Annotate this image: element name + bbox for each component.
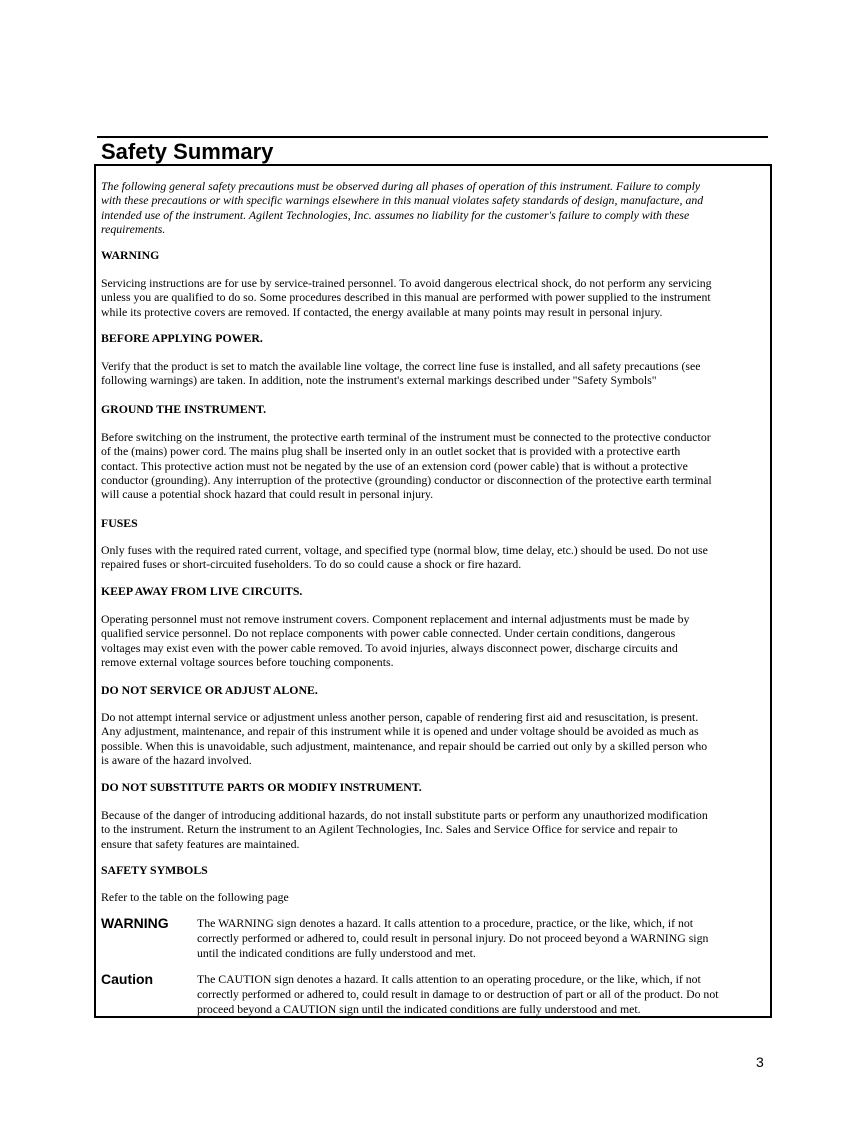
text-line: of the (mains) power cord. The mains plug shall be inserted only in an outlet socket that is provided with a protective earth — [101, 444, 681, 459]
text-line: ensure that safety features are maintained. — [101, 836, 300, 851]
text-line: voltages may exist even with the power cable removed. To avoid injuries, always disconnect power, discharge circuits and — [101, 640, 678, 655]
section-heading: SAFETY SYMBOLS — [101, 863, 208, 877]
text-line: The following general safety precautions must be observed during all phases of operation of this instrument. Failure to comply — [101, 179, 701, 193]
section-body — [101, 543, 708, 572]
text-line: is aware of the hazard involved. — [101, 752, 252, 767]
section-body — [101, 430, 712, 501]
section-heading: KEEP AWAY FROM LIVE CIRCUITS. — [101, 584, 303, 598]
section-heading: GROUND THE INSTRUMENT. — [101, 402, 267, 416]
section-heading: DO NOT SUBSTITUTE PARTS OR MODIFY INSTRUMENT. — [101, 780, 422, 794]
intro-paragraph — [101, 179, 703, 236]
section-body — [101, 710, 707, 767]
text-line: Only fuses with the required rated current, voltage, and specified type (normal blow, time delay, etc.) should be used. Do not use — [101, 543, 708, 557]
section-body — [101, 359, 700, 388]
text-line: following warnings) are taken. In addition, note the instrument's external markings described under "Safety Symbols" — [101, 373, 657, 388]
text-line: Verify that the product is set to match the available line voltage, the correct line fuse is installed, and all safety precautions (see — [101, 359, 701, 373]
text-line: unless you are qualified to do so. Some procedures described in this manual are performed with power supplied to the instrument — [101, 290, 711, 305]
section-body — [101, 612, 689, 669]
text-line: Operating personnel must not remove instrument covers. Component replacement and internal adjustments must be made by — [101, 612, 690, 626]
text-line: remove external voltage sources before touching components. — [101, 654, 394, 669]
text-line: Do not attempt internal service or adjustment unless another person, capable of rendering first aid and resuscitation, is present. — [101, 710, 699, 724]
section-body — [101, 808, 708, 851]
symbol-description — [197, 972, 719, 1016]
section-heading: WARNING — [101, 248, 160, 262]
text-line: while its protective covers are removed. If contacted, the energy available at many points may result in personal injury. — [101, 304, 663, 319]
text-line: proceed beyond a CAUTION sign until the indicated conditions are fully understood and met. — [197, 1001, 641, 1016]
text-line: correctly performed or adhered to, could result in damage to or destruction of part or all of the product. Do not — [197, 986, 719, 1001]
text-line: contact. This protective action must not be negated by the use of an extension cord (power cable) that is without a protective — [101, 458, 688, 473]
symbol-label: Caution — [101, 971, 154, 987]
text-line: conductor (grounding). Any interruption of the protective (grounding) conductor or disconnection of the protective earth terminal — [101, 472, 712, 487]
symbol-label: WARNING — [101, 915, 169, 931]
page-title: Safety Summary — [101, 139, 274, 164]
text-line: will cause a potential shock hazard that could result in personal injury. — [101, 487, 434, 502]
text-line: correctly performed or adhered to, could result in personal injury. Do not proceed beyond a WARNING sign — [197, 930, 709, 945]
text-line: requirements. — [101, 221, 166, 236]
text-line: possible. When this is unavoidable, such adjustment, maintenance, and repair should be carried out only by a skilled person who — [101, 738, 708, 753]
text-line: The WARNING sign denotes a hazard. It calls attention to a procedure, practice, or the like, which, if not — [197, 916, 694, 930]
text-line: Any adjustment, maintenance, and repair of this instrument while it is opened and under voltage should be avoided as much as — [101, 724, 699, 739]
text-line: Refer to the table on the following page — [101, 890, 289, 904]
text-line: with these precautions or with specific warnings elsewhere in this manual violates safety standards of design, manufacture, and — [101, 193, 704, 208]
text-line: Because of the danger of introducing additional hazards, do not install substitute parts or perform any unauthorized modification — [101, 808, 708, 822]
text-line: intended use of the instrument. Agilent Technologies, Inc. assumes no liability for the customer's failure to comply with these — [101, 207, 690, 222]
text-line: Servicing instructions are for use by service-trained personnel. To avoid dangerous electrical shock, do not perform any servicing — [101, 276, 712, 290]
text-line: Before switching on the instrument, the protective earth terminal of the instrument must be connected to the protective conductor — [101, 430, 711, 444]
text-line: to the instrument. Return the instrument to an Agilent Technologies, Inc. Sales and Service Office for service and repair to — [101, 822, 678, 837]
section-body — [101, 276, 712, 319]
section-heading: BEFORE APPLYING POWER. — [101, 331, 263, 345]
section-heading: FUSES — [101, 516, 138, 530]
symbol-description — [197, 916, 708, 960]
text-line: repaired fuses or short-circuited fuseholders. To do so could cause a shock or fire hazard. — [101, 557, 522, 572]
section-heading: DO NOT SERVICE OR ADJUST ALONE. — [101, 683, 318, 697]
text-line: qualified service personnel. Do not replace components with power cable connected. Under certain conditions, dangerous — [101, 626, 676, 641]
section-body — [101, 890, 289, 904]
page-number: 3 — [756, 1054, 764, 1070]
text-line: The CAUTION sign denotes a hazard. It calls attention to an operating procedure, or the like, which, if not — [197, 972, 701, 986]
text-line: until the indicated conditions are fully understood and met. — [197, 945, 476, 960]
